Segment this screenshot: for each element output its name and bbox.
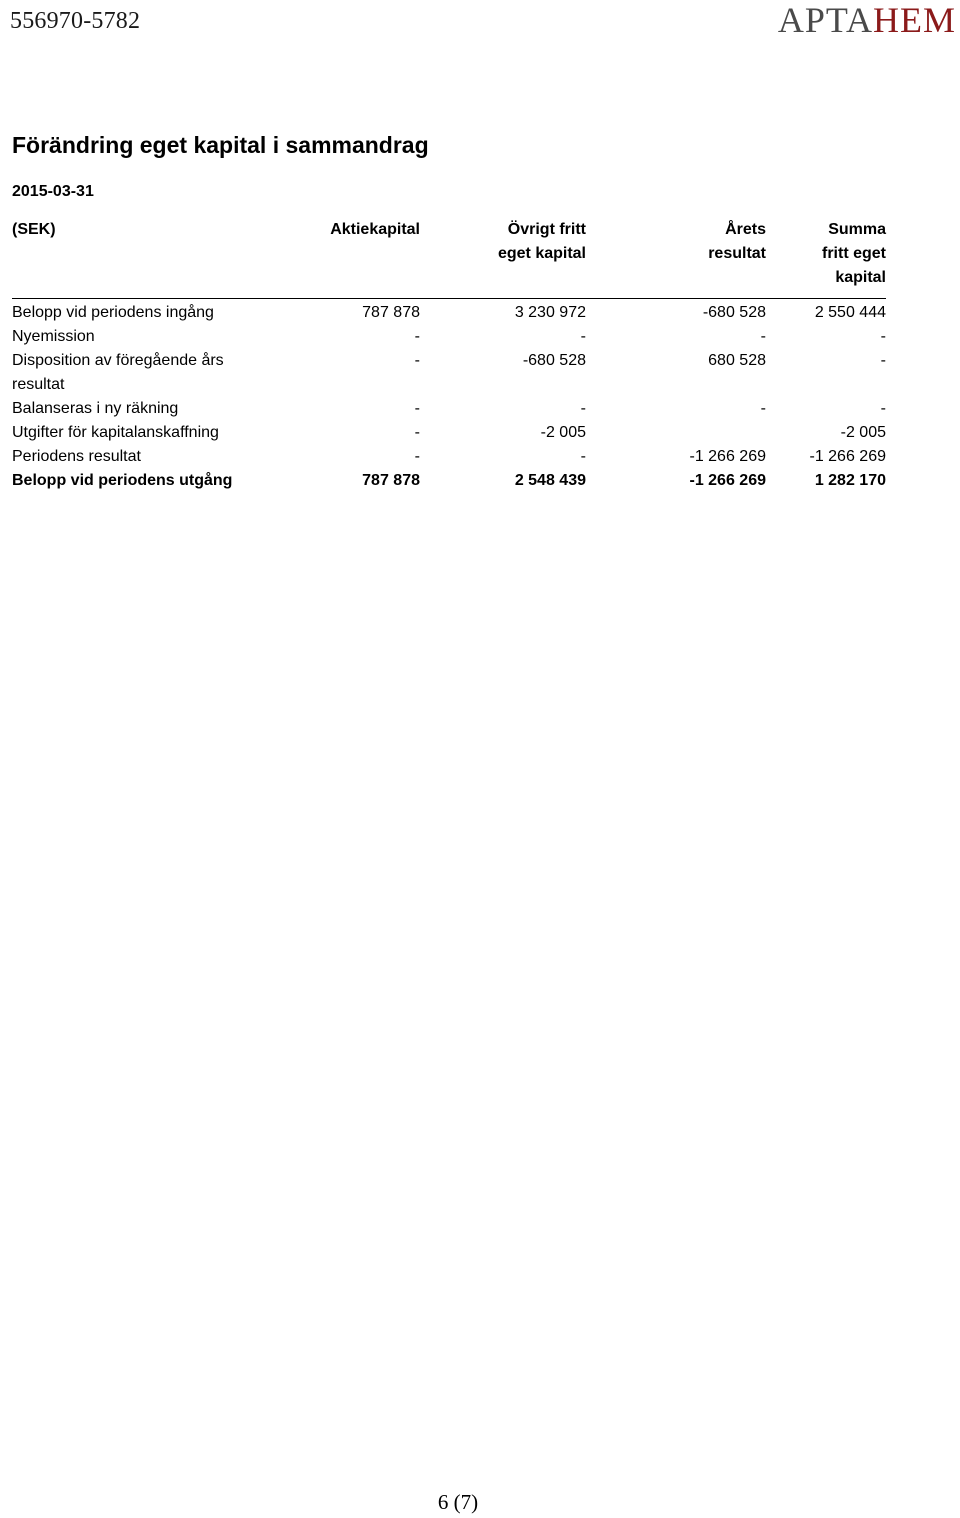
row-label: Belopp vid periodens utgång: [12, 472, 233, 489]
row-label: Belopp vid periodens ingång: [12, 304, 214, 321]
table-row: [12, 445, 886, 469]
table-row: [12, 421, 886, 445]
cell-total-equity: -2 005: [840, 424, 886, 441]
cell-other-equity: -: [580, 400, 586, 417]
column-header-line: (SEK): [12, 221, 56, 238]
page-title: Förändring eget kapital i sammandrag: [12, 132, 429, 158]
cell-total-equity: -: [880, 328, 886, 345]
row-label: Disposition av föregående års resultat: [12, 352, 224, 393]
cell-year-result: 680 528: [708, 352, 766, 369]
cell-year-result: -: [760, 400, 766, 417]
cell-year-result: -1 266 269: [689, 448, 766, 465]
cell-year-result: -: [760, 328, 766, 345]
column-header-line: Summa: [828, 221, 886, 238]
company-logo: [778, 0, 956, 40]
column-header-currency: [12, 218, 272, 299]
column-header-line: Årets: [725, 221, 766, 238]
cell-other-equity: 2 548 439: [514, 472, 586, 489]
table-row: [12, 349, 886, 397]
column-header-total-equity: [766, 218, 886, 299]
cell-total-equity: -1 266 269: [809, 448, 886, 465]
cell-share-capital: -: [414, 448, 420, 465]
table-row: [12, 299, 886, 326]
table-row: [12, 325, 886, 349]
row-label: Periodens resultat: [12, 448, 141, 465]
cell-year-result: -680 528: [702, 304, 766, 321]
table-row-total: [12, 469, 886, 493]
cell-share-capital: -: [414, 352, 420, 369]
cell-share-capital: -: [414, 328, 420, 345]
cell-total-equity: 1 282 170: [814, 472, 886, 489]
column-header-line: kapital: [835, 269, 886, 286]
equity-changes-table: [12, 218, 886, 493]
cell-total-equity: -: [880, 400, 886, 417]
page-number: 6 (7): [437, 1490, 479, 1514]
cell-total-equity: -: [880, 352, 886, 369]
cell-share-capital: -: [414, 424, 420, 441]
org-number: 556970-5782: [10, 8, 141, 34]
column-header-line: resultat: [708, 245, 766, 262]
logo-text-part2: HEM: [873, 0, 956, 40]
cell-year-result: [586, 421, 766, 445]
column-header-line: eget kapital: [497, 245, 586, 262]
report-date: 2015-03-31: [12, 183, 94, 200]
cell-other-equity: -2 005: [540, 424, 586, 441]
cell-share-capital: 787 878: [362, 472, 420, 489]
row-label: Balanseras i ny räkning: [12, 400, 179, 417]
table-row: [12, 397, 886, 421]
column-header-year-result: [586, 218, 766, 299]
cell-other-equity: 3 230 972: [514, 304, 586, 321]
cell-other-equity: -: [580, 328, 586, 345]
cell-share-capital: -: [414, 400, 420, 417]
column-header-line: Övrigt fritt: [507, 221, 586, 238]
cell-other-equity: -: [580, 448, 586, 465]
cell-other-equity: -680 528: [522, 352, 586, 369]
logo-text-part1: APTA: [777, 0, 873, 40]
row-label: Utgifter för kapitalanskaffning: [12, 424, 219, 441]
cell-total-equity: 2 550 444: [814, 304, 886, 321]
column-header-line: fritt eget: [822, 245, 886, 262]
cell-share-capital: 787 878: [362, 304, 420, 321]
column-header-share-capital: [272, 218, 420, 299]
row-label: Nyemission: [12, 328, 95, 345]
table-header-row: [12, 218, 886, 299]
column-header-line: Aktiekapital: [330, 221, 420, 238]
cell-year-result: -1 266 269: [689, 472, 766, 489]
column-header-other-equity: [420, 218, 586, 299]
